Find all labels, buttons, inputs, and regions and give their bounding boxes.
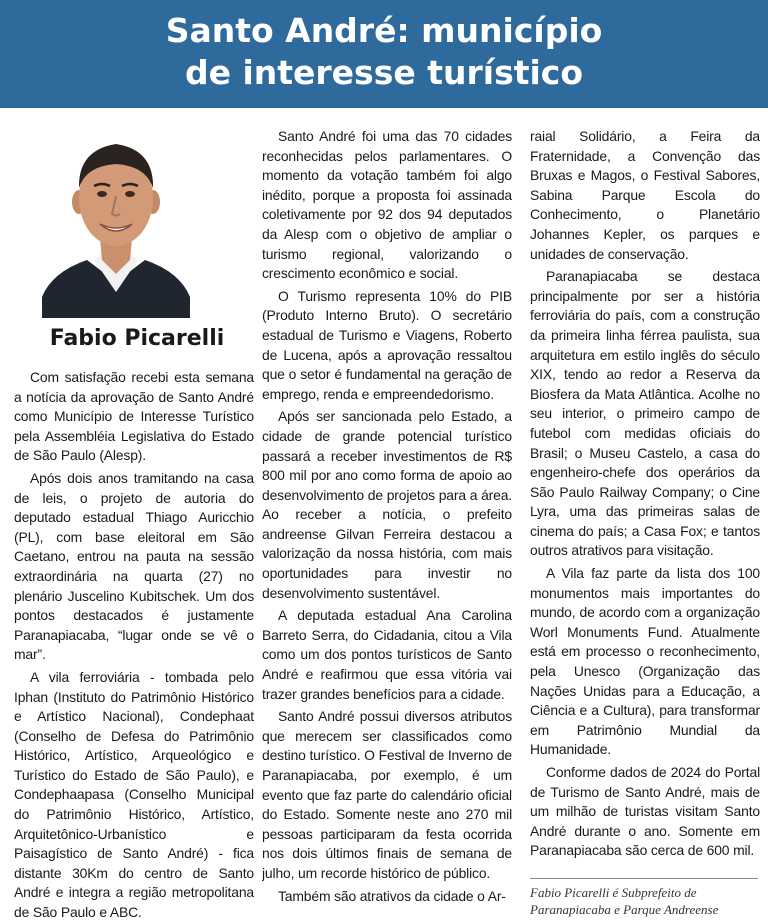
headline-line-2: de interesse turístico	[184, 53, 584, 92]
paragraph: Também são atrativos da cidade o Ar-	[278, 887, 506, 904]
paragraph: Santo André possui diversos atributos que merecem ser classificados como destino turístico. O Festival de Inverno de Paranapiacaba, por exemplo, é um evento que faz parte do calendário oficial do Estado. Somente neste ano 270 mil pessoas participaram da festa ocorrida nos dois últimos finais de semana de julho, um recorde histórico de público.	[262, 708, 512, 881]
paragraph: A deputada estadual Ana Carolina Barreto Serra, do Cidadania, citou a Vila como um dos pontos turísticos de Santo André e reafirmou que essa vitória vai trazer grandes benefícios para a cidade.	[262, 607, 512, 702]
paragraph: Após ser sancionada pelo Estado, a cidade de grande potencial turístico passará a receber investimentos de R$ 800 mil por ano como forma de apoio ao desenvolvimento de projetos para a área. Ao receber a notícia, o prefeito andreense Gilvan Ferreira destacou a valorização da nossa história, com mais oportunidades para investir no desenvolvimento sustentável.	[262, 408, 512, 601]
headline-banner	[0, 0, 768, 108]
article-column-2	[262, 127, 512, 924]
paragraph: Conforme dados de 2024 do Portal de Turismo de Santo André, mais de um milhão de turistas visitam Santo André durante o ano. Somente em Paranapiacaba são cerca de 600 mil.	[530, 764, 760, 859]
author-photo	[42, 132, 190, 318]
paragraph: Paranapiacaba se destaca principalmente por ser a história ferroviária do país, com a construção da primeira linha férrea paulista, sua arquitetura em estilo inglês do século XIX, tendo ao redor a Reserva da Biosfera da Mata Atlântica. Acolhe no seu interior, o primeiro campo de futebol com medidas oficiais do Brasil; o Museu Castelo, a casa do engenheiro-chefe dos operários da São Paulo Railway Company; o Cine Lyra, uma das primeiras salas de cinema do país; a Casa Fox; e tantos outros atrativos para visitação.	[530, 268, 760, 559]
paragraph: Após dois anos tramitando na casa de leis, o projeto de autoria do deputado estadual Thiago Auricchio (PL), com base eleitoral em São Caetano, entrou na pauta na sessão extraordinária na quarta (27) no plenário Juscelino Kubitschek. Um dos pontos destacados é justamente Paranapiacaba, “lugar onde se vê o mar”.	[14, 469, 254, 663]
footnote-divider	[530, 878, 758, 879]
paragraph: A vila ferroviária - tombada pelo Iphan (Instituto do Patrimônio Histórico e Artístico Nacional), Condephaat (Conselho de Defesa do Patrimônio Histórico, Artístico, Arqueológico e Turístico do Estado de São Paulo), e Condephaapasa (Conselho Municipal do Patrimônio Histórico, Artístico, Arquitetônico-Urbanístico e Paisagístico de Santo André) - fica distante 30Km do centro de Santo André e integra a região metropolitana de São Paulo e ABC.	[14, 668, 254, 921]
paragraph: Com satisfação recebi esta semana a notícia da aprovação de Santo André como Município de Interesse Turístico pela Assembléia Legislativa do Estado de São Paulo (Alesp).	[14, 369, 254, 464]
article-column-3	[530, 127, 760, 875]
headline-line-1: Santo André: município	[165, 11, 603, 50]
paragraph: Santo André foi uma das 70 cidades reconhecidas pelos parlamentares. O momento da votação também foi algo inédito, porque a proposta foi assinada coletivamente por 92 dos 94 deputados da Alesp com o objetivo de ampliar o turismo regional, valorizando o crescimento econômico e social.	[262, 128, 512, 282]
author-name: Fabio Picarelli	[49, 326, 225, 351]
paragraph: O Turismo representa 10% do PIB (Produto Interno Bruto). O secretário estadual de Turismo e Viagens, Roberto de Lucena, após a aprovação ressaltou que o setor é fundamental na geração de emprego, renda e empreendedorismo.	[262, 287, 512, 402]
author-footnote: Fabio Picarelli é Subprefeito de Paranapiacaba e Parque Andreense	[530, 885, 719, 917]
paragraph-continuation: raial Solidário, a Feira da Fraternidade, a Convenção das Bruxas e Magos, o Festival Sabores, Sabina Parque Escola do Conhecimento, o Planetário Johannes Kepler, os parques e unidades de conservação.	[530, 128, 760, 262]
paragraph: A Vila faz parte da lista dos 100 monumentos mais importantes do mundo, de acordo com a organização Worl Monuments Fund. Atualmente está em processo o reconhecimento, pela Unesco (Organização das Nações Unidas para a Educação, a Ciência e a Cultura), para transformar em Patrimônio Mundial da Humanidade.	[530, 565, 760, 758]
author-portrait-icon	[42, 132, 190, 318]
article-column-1	[14, 368, 254, 924]
